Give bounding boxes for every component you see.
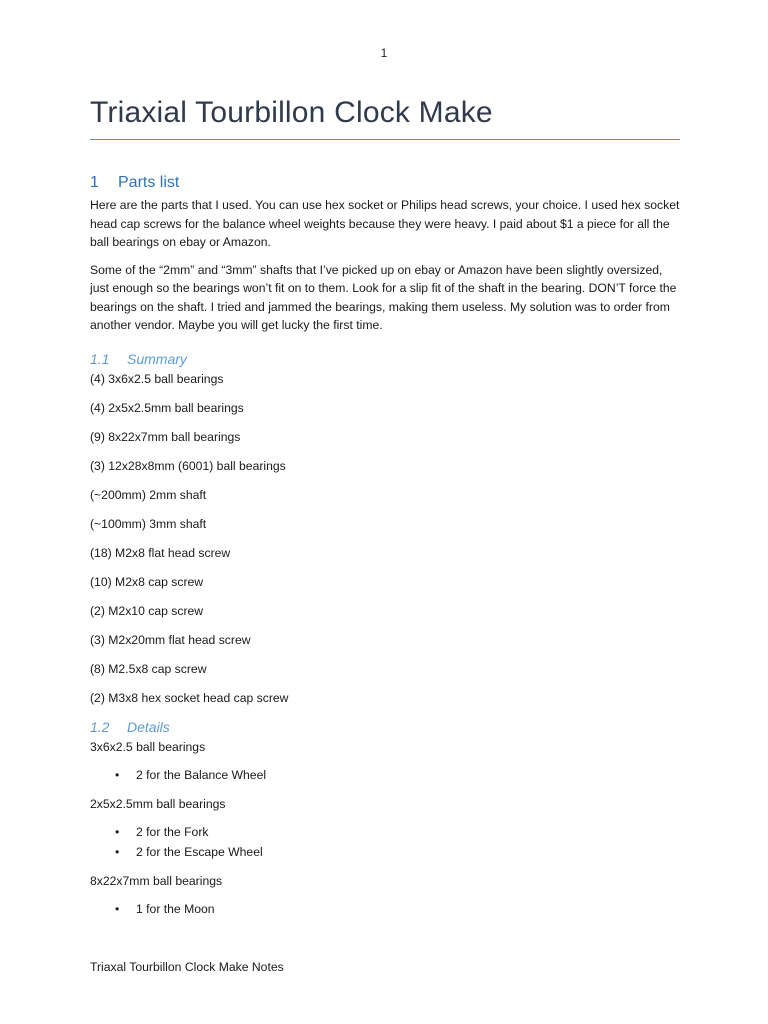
bullet-list — [90, 900, 680, 920]
bullet-item — [90, 900, 680, 920]
document-body — [90, 172, 680, 930]
detail-group-title: 8x22x7mm ball bearings — [90, 874, 223, 888]
page-footer: Triaxal Tourbillon Clock Make Notes — [90, 960, 284, 974]
bullet-text: 1 for the Moon — [136, 902, 215, 916]
summary-item: (3) 12x28x8mm (6001) ball bearings — [90, 458, 286, 473]
details-list — [90, 738, 680, 920]
section-number: 1 — [90, 174, 99, 191]
title-underline — [90, 139, 680, 140]
summary-item: (4) 2x5x2.5mm ball bearings — [90, 400, 244, 415]
summary-item: (10) M2x8 cap screw — [90, 574, 204, 589]
subsection-number: 1.1 — [90, 350, 110, 367]
subsection-title: Summary — [127, 350, 187, 367]
summary-item: (2) M2x10 cap screw — [90, 603, 204, 618]
summary-item: (~200mm) 2mm shaft — [90, 487, 207, 502]
bullet-item — [90, 843, 680, 863]
summary-item: (3) M2x20mm flat head screw — [90, 632, 251, 647]
summary-item: (~100mm) 3mm shaft — [90, 516, 207, 531]
subsection-title: Details — [127, 718, 170, 735]
bullet-list — [90, 766, 680, 786]
summary-item: (4) 3x6x2.5 ball bearings — [90, 371, 224, 386]
subsection-heading-summary — [90, 350, 680, 368]
summary-item: (2) M3x8 hex socket head cap screw — [90, 690, 289, 705]
detail-group-title: 3x6x2.5 ball bearings — [90, 739, 206, 754]
section-heading-parts-list — [90, 172, 680, 194]
page-number: 1 — [380, 46, 388, 60]
summary-item: (18) M2x8 flat head screw — [90, 545, 231, 560]
summary-item: (8) M2.5x8 cap screw — [90, 661, 207, 676]
summary-item: (9) 8x22x7mm ball bearings — [90, 429, 241, 444]
paragraph: Some of the “2mm” and “3mm” shafts that I’ve picked up on ebay or Amazon have been slightly oversized, just enough so the bearings won’t fit on to them. Look for a slip fit of the shaft in the bearing. DON’T force the bearings on the shaft. I tried and jammed the bearings, making them useless. My solution was to order from another vendor. Maybe you will get lucky the first time. — [90, 262, 677, 332]
bullet-text: 2 for the Fork — [136, 825, 209, 839]
bullet-icon: • — [115, 767, 120, 782]
bullet-icon: • — [115, 902, 120, 916]
section-title: Parts list — [118, 174, 180, 191]
subsection-heading-details — [90, 718, 680, 736]
bullet-icon: • — [115, 825, 120, 839]
bullet-list — [90, 823, 680, 862]
bullet-item — [90, 766, 680, 786]
document-title: Triaxial Tourbillon Clock Make — [90, 96, 493, 129]
subsection-number: 1.2 — [90, 718, 110, 735]
bullet-text: 2 for the Balance Wheel — [136, 767, 267, 782]
bullet-text: 2 for the Escape Wheel — [136, 844, 263, 859]
paragraph: Here are the parts that I used. You can use hex socket or Philips head screws, your choice. I used hex socket head cap screws for the balance wheel weights because they were heavy. I paid about $1 a piece for all the ball bearings on ebay or Amazon. — [90, 198, 680, 249]
summary-list — [90, 370, 680, 707]
detail-group-title: 2x5x2.5mm ball bearings — [90, 797, 226, 811]
bullet-item — [90, 823, 680, 843]
bullet-icon: • — [115, 844, 120, 859]
